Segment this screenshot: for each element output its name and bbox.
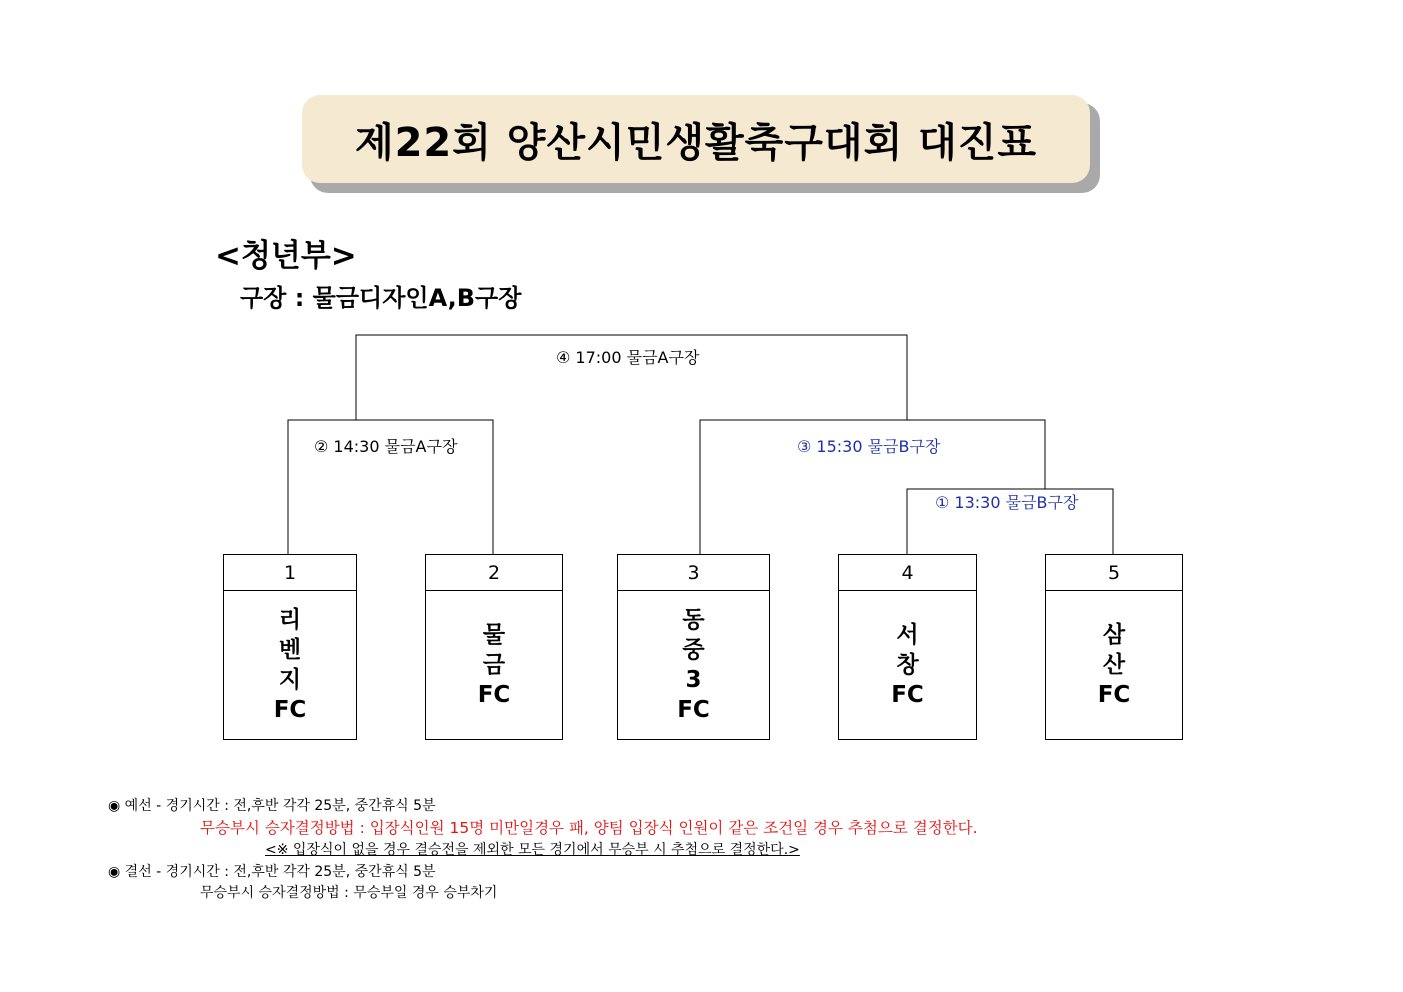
venue-line: 구장 : 물금디자인A,B구장 (240, 284, 522, 312)
section-heading: <청년부> (215, 238, 357, 274)
note-final-tiebreak: 무승부시 승자결정방법 : 무승부일 경우 승부차기 (200, 885, 498, 901)
match-3-label: ③ 15:30 물금B구장 (797, 437, 941, 456)
team-box-4 (838, 554, 977, 740)
match-1-label: ① 13:30 물금B구장 (935, 493, 1079, 512)
note-preliminary-time: ◉ 예선 - 경기시간 : 전,후반 각각 25분, 중간휴식 5분 (108, 798, 436, 814)
team-box-3 (617, 554, 770, 740)
note-preliminary-tiebreak: 무승부시 승자결정방법 : 입장식인원 15명 미만일경우 패, 양팀 입장식 인원이 같은 조건일 경우 추첨으로 결정한다. (200, 819, 978, 837)
note-draw-rule: <※ 입장식이 없을 경우 결승전을 제외한 모든 경기에서 무승부 시 추첨으로 결정한다.> (265, 842, 800, 858)
team-number: 3 (618, 555, 769, 591)
match-4-label: ④ 17:00 물금A구장 (556, 348, 700, 367)
note-final-time: ◉ 결선 - 경기시간 : 전,후반 각각 25분, 중간휴식 5분 (108, 864, 436, 880)
team-name: 리 벤 지 FC (273, 607, 307, 723)
team-box-1 (223, 554, 357, 740)
team-box-5 (1045, 554, 1183, 740)
match-2-label: ② 14:30 물금A구장 (314, 437, 458, 456)
team-number: 2 (426, 555, 562, 591)
team-name: 물 금 FC (477, 622, 511, 708)
team-number: 1 (224, 555, 356, 591)
team-number: 5 (1046, 555, 1182, 591)
team-number: 4 (839, 555, 976, 591)
team-box-2 (425, 554, 563, 740)
team-name: 삼 산 FC (1097, 622, 1131, 708)
team-name: 서 창 FC (891, 622, 924, 708)
team-name: 동 중 3 FC (677, 607, 710, 723)
page-title: 제22회 양산시민생활축구대회 대진표 (302, 95, 1090, 183)
